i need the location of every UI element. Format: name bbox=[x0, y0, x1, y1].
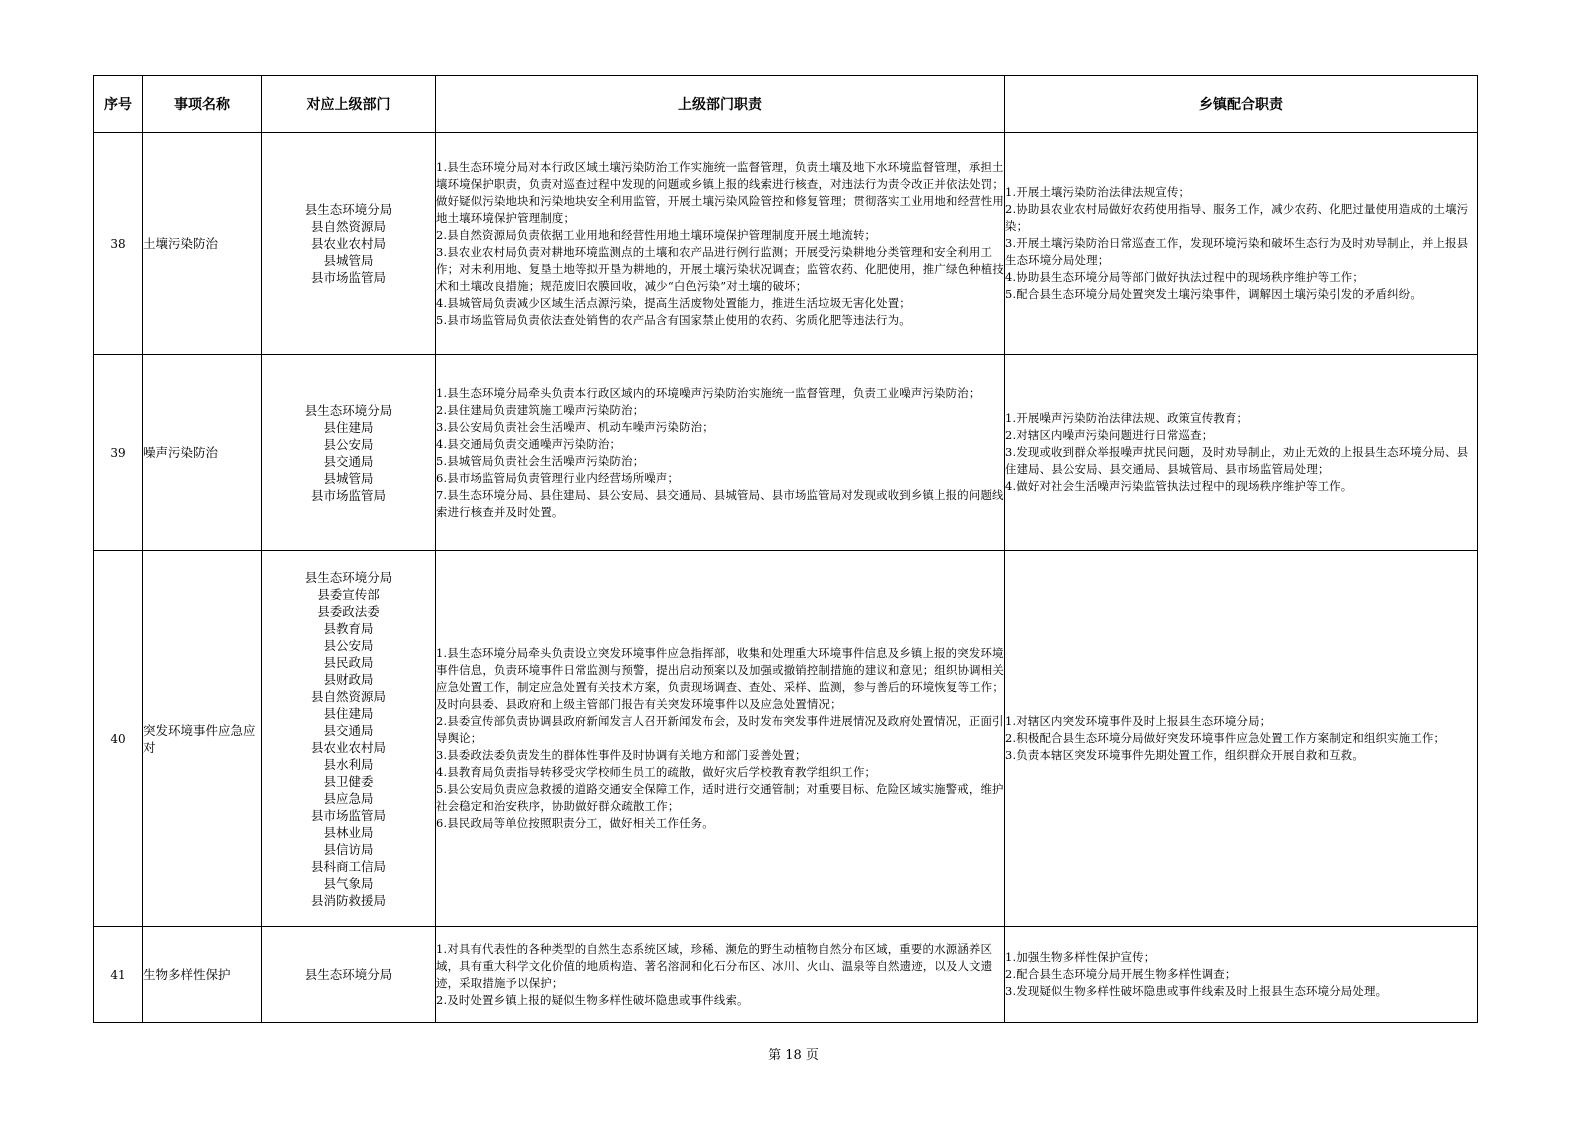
upper-duty-item: 3.县委政法委负责发生的群体性事件及时协调有关地方和部门妥善处置； bbox=[436, 748, 807, 762]
row-upper-duties bbox=[436, 551, 1005, 927]
upper-duty-item: 1.县生态环境分局牵头负责本行政区域内的环境噪声污染防治实施统一监督管理，负责工业噪声污染防治； bbox=[436, 385, 981, 400]
town-duty-item: 3.负责本辖区突发环境事件先期处置工作，组织群众开展自救和互救。 bbox=[1005, 748, 1364, 762]
department-name: 县市场监管局 bbox=[310, 487, 386, 503]
department-name: 县水利局 bbox=[323, 756, 374, 772]
upper-duty-item: 5.县市场监管局负责依法查处销售的农产品含有国家禁止使用的农药、劣质化肥等违法行为。 bbox=[436, 312, 911, 327]
table-row bbox=[94, 355, 1478, 551]
department-name: 县消防救援局 bbox=[310, 892, 386, 908]
department-name: 县农业农村局 bbox=[310, 236, 386, 251]
row-serial-number: 39 bbox=[94, 355, 143, 551]
town-duty-item: 4.协助县生态环境分局等部门做好执法过程中的现场秩序维护等工作； bbox=[1005, 270, 1364, 284]
department-name: 县交通局 bbox=[323, 722, 374, 738]
upper-duty-item: 2.县委宣传部负责协调县政府新闻发言人召开新闻发布会，及时发布突发事件进展情况及政府处置情况，正面引导舆论； bbox=[436, 714, 1004, 745]
upper-duty-item: 5.县公安局负责应急救援的道路交通安全保障工作，适时进行交通管制；对重要目标、危险区域实施警戒，维护社会稳定和治安秩序，协助做好群众疏散工作； bbox=[436, 782, 1004, 813]
town-duty-item: 1.开展噪声污染防治法律法规、政策宣传教育； bbox=[1005, 411, 1249, 425]
table-row bbox=[94, 133, 1478, 355]
page-number: 第 18 页 bbox=[768, 1048, 819, 1063]
department-name: 县民政局 bbox=[323, 654, 374, 670]
department-name: 县信访局 bbox=[323, 841, 374, 857]
town-duty-item: 1.开展土壤污染防治法律法规宣传； bbox=[1005, 185, 1191, 199]
department-name: 县城管局 bbox=[323, 253, 374, 268]
department-name: 县住建局 bbox=[323, 705, 374, 721]
upper-duty-item: 4.县城管局负责减少区域生活点源污染，提高生活废物处置能力，推进生活垃圾无害化处置； bbox=[436, 295, 911, 310]
row-serial-number: 41 bbox=[94, 927, 143, 1023]
town-duty-item: 1.对辖区内突发环境事件及时上报县生态环境分局； bbox=[1005, 714, 1272, 728]
row-upper-duties bbox=[436, 133, 1005, 355]
duty-table bbox=[93, 75, 1478, 1023]
department-name: 县城管局 bbox=[323, 470, 374, 486]
department-name: 县林业局 bbox=[323, 824, 374, 840]
upper-duty-item: 4.县交通局负责交通噪声污染防治； bbox=[436, 436, 622, 451]
upper-duty-item: 4.县教育局负责指导转移受灾学校师生员工的疏散，做好灾后学校教育教学组织工作； bbox=[436, 765, 877, 779]
upper-duty-item: 6.县民政局等单位按照职责分工，做好相关工作任务。 bbox=[436, 816, 714, 830]
town-duty-item: 2.配合县生态环境分局开展生物多样性调查； bbox=[1005, 967, 1237, 981]
department-name: 县自然资源局 bbox=[310, 688, 386, 704]
row-departments bbox=[262, 927, 436, 1023]
table-row bbox=[94, 551, 1478, 927]
row-departments bbox=[262, 551, 436, 927]
department-name: 县应急局 bbox=[323, 790, 374, 806]
upper-duty-item: 2.县住建局负责建筑施工噪声污染防治； bbox=[436, 402, 645, 417]
row-town-duties bbox=[1005, 927, 1478, 1023]
department-name: 县市场监管局 bbox=[310, 270, 386, 285]
row-serial-number: 38 bbox=[94, 133, 143, 355]
town-duty-item: 3.开展土壤污染防治日常巡查工作，发现环境污染和破坏生态行为及时劝导制止，并上报县生态环境分局处理； bbox=[1005, 236, 1469, 267]
row-item-name: 噪声污染防治 bbox=[143, 355, 262, 551]
department-name: 县科商工信局 bbox=[310, 858, 386, 874]
row-item-name: 生物多样性保护 bbox=[143, 927, 262, 1023]
town-duty-item: 2.对辖区内噪声污染问题进行日常巡查； bbox=[1005, 428, 1214, 442]
upper-duty-item: 3.县农业农村局负责对耕地环境监测点的土壤和农产品进行例行监测；开展受污染耕地分类管理和安全利用工作；对未利用地、复垦土地等拟开垦为耕地的，开展土壤污染状况调查；监管农药、化肥使用，推广绿色种植技术和土壤改良措施；规范废旧农膜回收，减少“白色污染”对土壤的破坏； bbox=[436, 244, 1004, 293]
row-town-duties bbox=[1005, 355, 1478, 551]
header-town-duties: 乡镇配合职责 bbox=[1005, 76, 1478, 133]
row-town-duties bbox=[1005, 133, 1478, 355]
upper-duty-item: 1.对具有代表性的各种类型的自然生态系统区域，珍稀、濒危的野生动植物自然分布区域，重要的水源涵养区域，具有重大科学文化价值的地质构造、著名溶洞和化石分布区、冰川、火山、温泉等自然遗迹，以及人文遗迹，采取措施予以保护； bbox=[436, 941, 993, 990]
department-name: 县交通局 bbox=[323, 453, 374, 469]
town-duty-item: 2.协助县农业农村局做好农药使用指导、服务工作，减少农药、化肥过量使用造成的土壤污染； bbox=[1005, 202, 1469, 233]
row-item-name: 突发环境事件应急应对 bbox=[143, 551, 262, 927]
table-row bbox=[94, 927, 1478, 1023]
department-name: 县委政法委 bbox=[317, 603, 380, 619]
table-header-row bbox=[94, 76, 1478, 133]
town-duty-item: 3.发现疑似生物多样性破坏隐患或事件线索及时上报县生态环境分局处理。 bbox=[1005, 984, 1388, 998]
department-name: 县市场监管局 bbox=[310, 807, 386, 823]
department-name: 县卫健委 bbox=[323, 773, 374, 789]
upper-duty-item: 1.县生态环境分局对本行政区域土壤污染防治工作实施统一监督管理，负责土壤及地下水环境监督管理，承担土壤环境保护职责，负责对巡查过程中发现的问题或乡镇上报的线索进行核查，对违法行为责令改正并依法处罚；做好疑似污染地块和污染地块安全利用监管，开展土壤污染风险管控和修复管理；贯彻落实工业用地和经营性用地土壤环境保护管理制度； bbox=[436, 159, 1004, 225]
department-name: 县财政局 bbox=[323, 671, 374, 687]
town-duty-item: 3.发现或收到群众举报噪声扰民问题，及时劝导制止，劝止无效的上报县生态环境分局、县住建局、县公安局、县交通局、县城管局、县市场监管局处理； bbox=[1005, 445, 1469, 476]
upper-duty-item: 2.及时处置乡镇上报的疑似生物多样性破坏隐患或事件线索。 bbox=[436, 992, 749, 1007]
department-name: 县生态环境分局 bbox=[304, 202, 393, 217]
row-departments bbox=[262, 133, 436, 355]
row-serial-number: 40 bbox=[94, 551, 143, 927]
header-upper-duties: 上级部门职责 bbox=[436, 76, 1005, 133]
row-upper-duties bbox=[436, 355, 1005, 551]
upper-duty-item: 7.县生态环境分局、县住建局、县公安局、县交通局、县城管局、县市场监管局对发现或收到乡镇上报的问题线索进行核查并及时处置。 bbox=[436, 487, 1004, 519]
department-name: 县生态环境分局 bbox=[304, 402, 393, 418]
town-duty-item: 2.积极配合县生态环境分局做好突发环境事件应急处置工作方案制定和组织实施工作； bbox=[1005, 731, 1446, 745]
upper-duty-item: 5.县城管局负责社会生活噪声污染防治； bbox=[436, 453, 645, 468]
department-name: 县教育局 bbox=[323, 620, 374, 636]
upper-duty-item: 1.县生态环境分局牵头负责设立突发环境事件应急指挥部，收集和处理重大环境事件信息及乡镇上报的突发环境事件信息，负责环境事件日常监测与预警，提出启动预案以及加强或撤销控制措施的建议和意见；组织协调相关应急处置工作，制定应急处置有关技术方案，负责现场调查、查处、采样、监测，参与善后的环境恢复等工作；及时向县委、县政府和上级主管部门报告有关突发环境事件以及应急处置情况； bbox=[436, 646, 1004, 711]
header-item-name: 事项名称 bbox=[143, 76, 262, 133]
department-name: 县生态环境分局 bbox=[304, 967, 393, 982]
town-duty-item: 4.做好对社会生活噪声污染监管执法过程中的现场秩序维护等工作。 bbox=[1005, 479, 1353, 493]
row-upper-duties bbox=[436, 927, 1005, 1023]
town-duty-item: 5.配合县生态环境分局处置突发土壤污染事件，调解因土壤污染引发的矛盾纠纷。 bbox=[1005, 287, 1422, 301]
row-item-name: 土壤污染防治 bbox=[143, 133, 262, 355]
row-town-duties bbox=[1005, 551, 1478, 927]
department-name: 县住建局 bbox=[323, 419, 374, 435]
department-name: 县农业农村局 bbox=[310, 739, 386, 755]
header-serial-number: 序号 bbox=[94, 76, 143, 133]
upper-duty-item: 2.县自然资源局负责依据工业用地和经营性用地土壤环境保护管理制度开展土地流转； bbox=[436, 227, 877, 242]
department-name: 县生态环境分局 bbox=[304, 569, 393, 585]
row-departments bbox=[262, 355, 436, 551]
department-name: 县自然资源局 bbox=[310, 219, 386, 234]
department-name: 县公安局 bbox=[323, 637, 374, 653]
header-upper-department: 对应上级部门 bbox=[262, 76, 436, 133]
town-duty-item: 1.加强生物多样性保护宣传； bbox=[1005, 950, 1156, 964]
department-name: 县气象局 bbox=[323, 875, 374, 891]
department-name: 县公安局 bbox=[323, 436, 374, 452]
department-name: 县委宣传部 bbox=[317, 586, 380, 602]
upper-duty-item: 6.县市场监管局负责管理行业内经营场所噪声； bbox=[436, 470, 680, 485]
upper-duty-item: 3.县公安局负责社会生活噪声、机动车噪声污染防治； bbox=[436, 419, 714, 434]
